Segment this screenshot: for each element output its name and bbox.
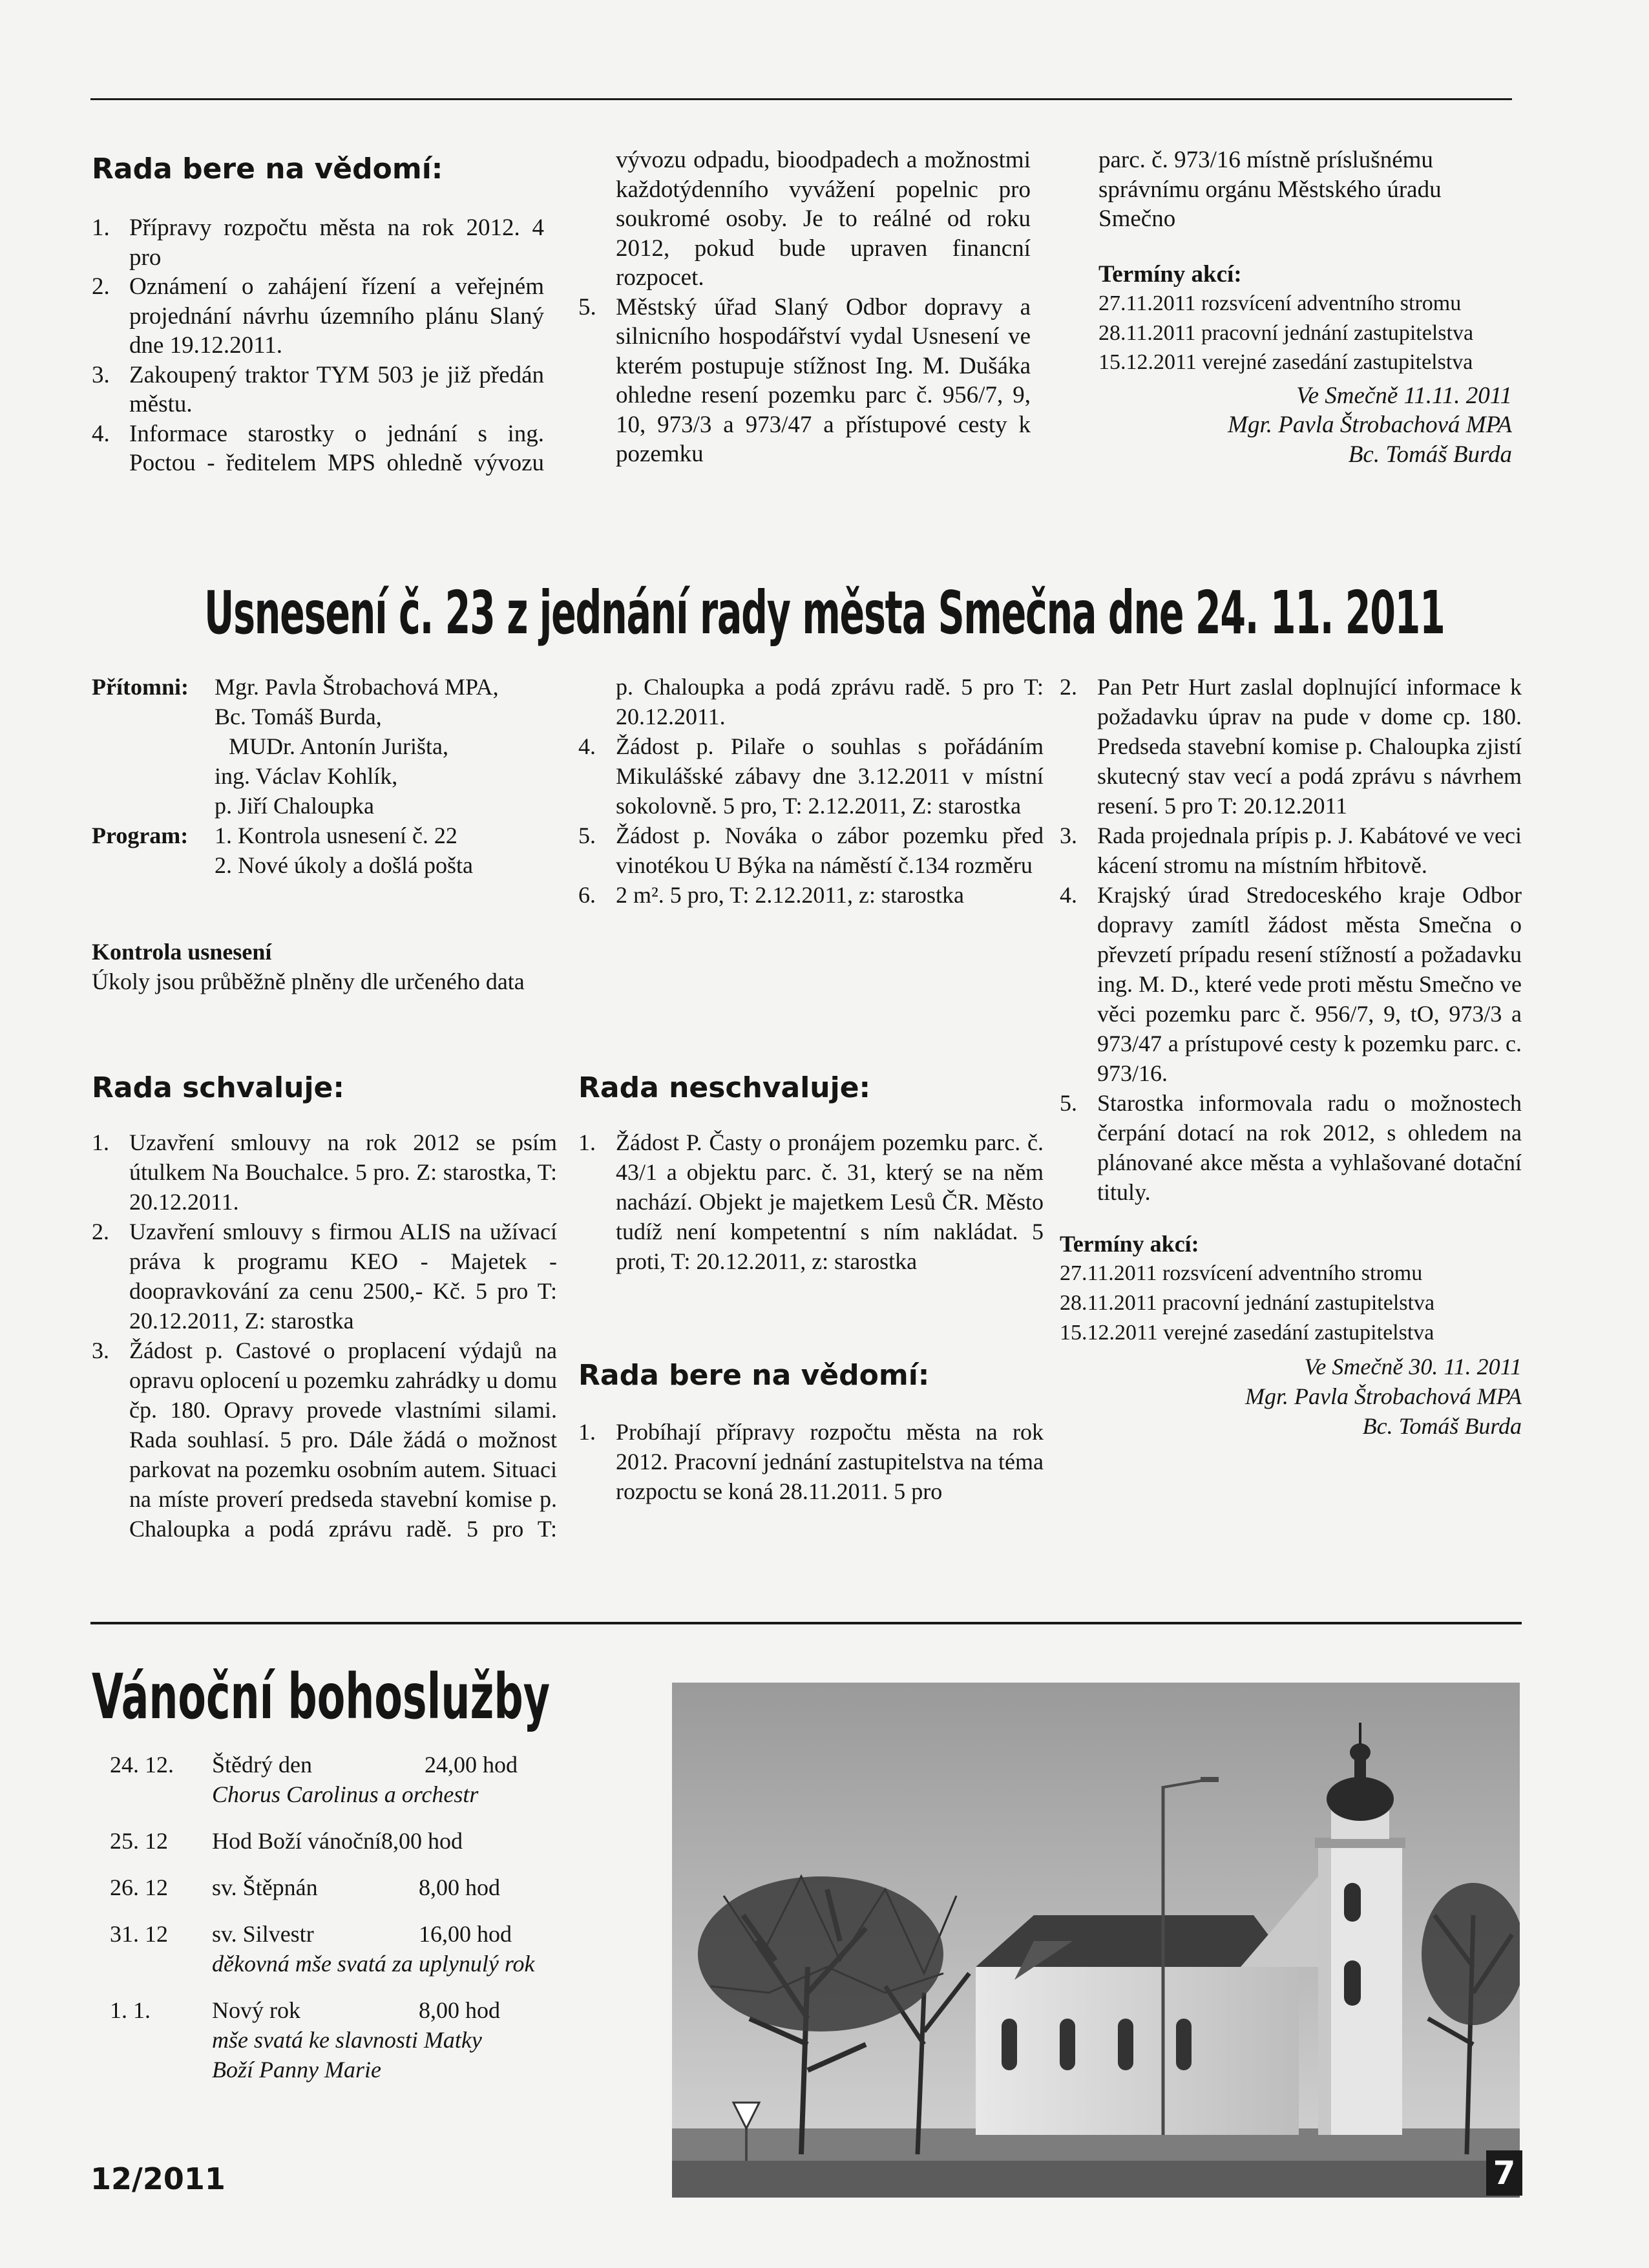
signature-block (1098, 381, 1512, 470)
program-item: 1. Kontrola usnesení č. 22 (215, 823, 457, 848)
rejects-list (578, 1128, 1044, 1276)
list-item: 1. Probíhají přípravy rozpočtu města na rok 2012. Pracovní jednání zastupitelstva na téma rozpoctu se koná 28.11.2011. 5 pro (578, 1419, 1044, 1504)
term-item: 28.11.2011 pracovní jednání zastupitelstva (1098, 320, 1474, 345)
top-col3 (1098, 145, 1512, 469)
notes-col3 (1060, 672, 1522, 1441)
signer: Mgr. Pavla Štrobachová MPA (1245, 1383, 1522, 1409)
list-item: 3. Rada projednala prípis p. J. Kabátové ve veci kácení stromu na místním hřbitově. (1060, 823, 1522, 878)
term-item: 15.12.2011 verejné zasedání zastupitelstva (1060, 1321, 1434, 1345)
list-item: 2. Pan Petr Hurt zaslal doplnující informace k požadavku úprav na pude v dome cp. 180. Predseda stavební komise p. Chaloupka zjistí skutecný stav vecí a podá zprávu s návrhem resení. 5 pro T: 20.12.2011 (1060, 674, 1522, 819)
list-item-continued: p. Chaloupka a podá zprávu radě. 5 pro T: 20.12.2011. (616, 674, 1044, 730)
list-item-continued: parc. č. 973/16 místně príslušnému správnímu orgánu Městského úradu Smečno (1098, 147, 1442, 232)
service-note: Chorus Carolinus a orchestr (212, 1781, 479, 1807)
control-text: Úkoly jsou průběžně plněny dle určeného data (92, 969, 525, 994)
signer: Bc. Tomáš Burda (1362, 1413, 1522, 1439)
list-item: 1. Žádost P. Časty o pronájem pozemku parc. č. 43/1 a objektu parc. č. 31, který se na něm nachází. Objekt je majetkem Lesů ČR. Město tudíž není kompetentní s ním nakládat. 5 proti, T: 20.12.2011, z: starostka (578, 1129, 1044, 1274)
list-item: 3. Žádost p. Castové o proplacení výdajů na opravu oplocení u pozemku zahrádky u domu čp. 180. Opravy provede vlastními silami. Rada souhlasí. 5 pro. Dále žádá o možnost parkovat na pozemku osobním autem. Situaci na míste proverí predseda stavební komise p. Chaloupka a podá zprávu radě. 5 pro T: (92, 1338, 557, 1542)
service-row: 1. 1. Nový rok 8,00 hod (110, 1997, 500, 2023)
service-row: 26. 12 sv. Štěpnán 8,00 hod (110, 1874, 500, 1900)
list-item: 1. Uzavření smlouvy na rok 2012 se psím útulkem Na Bouchalce. 5 pro. Z: starostka, T: 20.12.2011. (92, 1129, 557, 1215)
signature-block (1060, 1352, 1522, 1441)
list-item: 3. Zakoupený traktor TYM 503 je již předán městu. (92, 361, 544, 417)
present-name: Mgr. Pavla Štrobachová MPA, (215, 674, 499, 700)
present-block (92, 672, 557, 880)
services-heading: Vánoční bohoslužby (92, 1661, 550, 1733)
services-list (110, 1750, 601, 2084)
top-col2 (578, 145, 1031, 469)
list-item: 2. Oznámení o zahájení řízení a veřejném projednání návrhu územního plánu Slaný dne 19.12.2011. (92, 273, 544, 359)
list-item: 5. Starostka informovala radu o možnostech čerpání dotací na rok 2012, s ohledem na plánované akce města a vyhlašované dotační tituly. (1060, 1090, 1522, 1205)
service-row: 31. 12 sv. Silvestr 16,00 hod (110, 1921, 512, 1947)
list-item: 4. Krajský úrad Stredoceského kraje Odbor dopravy zamítl žádost města Smečna o převzetí prípadu resení stížností a požadavku ing. M. D., které vede proti městu Smečno ve věci pozemku parc č. 956/7, 9, tO, 973/3 a 973/47 a prístupové cesty k pozemku parc. c. 973/16. (1060, 882, 1522, 1086)
term-item: 28.11.2011 pracovní jednání zastupitelstva (1060, 1291, 1435, 1315)
service-row: 24. 12. Štědrý den 24,00 hod (110, 1752, 518, 1778)
page-title: Usnesení č. 23 z jednání rady města Smečna dne 24. 11. 2011 (204, 578, 1445, 647)
top-rule (90, 98, 1512, 100)
page-number (1486, 2150, 1522, 2196)
list-item-continued: vývozu odpadu, bioodpadech a možnostmi každotýdenního vyvážení popelnic pro soukromé osoby. Je to reálné od roku 2012, pokud bude upraven financní rozpocet. (616, 147, 1031, 291)
present-name: ing. Václav Kohlík, (215, 763, 398, 789)
signer: Mgr. Pavla Štrobachová MPA (1228, 412, 1512, 438)
term-item: 27.11.2011 rozsvícení adventního stromu (1098, 291, 1462, 315)
present-name: Bc. Tomáš Burda, (215, 704, 382, 730)
church-photo (672, 1683, 1520, 2198)
list-item: 6. 2 m². 5 pro, T: 2.12.2011, z: starostka (578, 882, 964, 908)
top-col1 (92, 213, 544, 479)
signer: Bc. Tomáš Burda (1348, 441, 1512, 468)
approves-heading: Rada schvaluje: (92, 1071, 344, 1104)
issue-number: 12/2011 (90, 2161, 226, 2196)
present-label: Přítomni: (92, 674, 189, 700)
terms-heading: Termíny akcí: (1060, 1231, 1199, 1257)
section-divider (90, 1622, 1522, 1624)
place-date: Ve Smečně 11.11. 2011 (1296, 382, 1512, 409)
page-number-label: 7 (1493, 2154, 1516, 2192)
list-item: 5. Městský úřad Slaný Odbor dopravy a silnicního hospodářství vydal Usnesení ve kterém postupuje stížnost Ing. M. Dušáka ohledne resení pozemku parc č. 956/7, 9, 10, 973/3 a 973/47 a přístupové cesty k pozemku (578, 293, 1031, 467)
list-item: 1. Přípravy rozpočtu města na rok 2012. 4 pro (92, 215, 544, 271)
top-heading: Rada bere na vědomí: (92, 152, 443, 185)
notes-col2 (578, 1417, 1044, 1506)
term-item: 27.11.2011 rozsvícení adventního stromu (1060, 1261, 1423, 1285)
present-name: MUDr. Antonín Jurišta, (229, 733, 449, 759)
place-date: Ve Smečně 30. 11. 2011 (1304, 1354, 1522, 1380)
program-label: Program: (92, 823, 189, 848)
notes-heading: Rada bere na vědomí: (578, 1359, 930, 1392)
control-heading: Kontrola usnesení (92, 939, 272, 965)
service-note: mše svatá ke slavnosti Matky Boží Panny Marie (212, 2027, 482, 2083)
list-item: 5. Žádost p. Nováka o zábor pozemku před vinotékou U Býka na náměstí č.134 rozměru (578, 823, 1044, 878)
rejects-heading: Rada neschvaluje: (578, 1071, 871, 1104)
control-block (92, 937, 557, 996)
list-item: 4. Informace starostky o jednání s ing. Poctou - ředitelem MPS ohledně vývozu (92, 420, 544, 476)
list-item: 4. Žádost p. Pilaře o souhlas s pořádáním Mikulášské zábavy dne 3.12.2011 v místní sokolovně. 5 pro, T: 2.12.2011, Z: starostka (578, 733, 1044, 819)
service-row: 25. 12 Hod Boží vánoční 8,00 hod (110, 1828, 463, 1854)
service-note: děkovná mše svatá za uplynulý rok (212, 1951, 535, 1977)
program-item: 2. Nové úkoly a došlá pošta (215, 852, 473, 878)
list-item: 2. Uzavření smlouvy s firmou ALIS na užívací práva k programu KEO - Majetek - doopravkování za cenu 2500,- Kč. 5 pro T: 20.12.2011, Z: starostka (92, 1219, 557, 1334)
approves-col1 (92, 1128, 557, 1544)
approves-col2 (578, 672, 1044, 910)
present-name: p. Jiří Chaloupka (215, 793, 374, 819)
term-item: 15.12.2011 verejné zasedání zastupitelstva (1098, 350, 1473, 374)
terms-heading: Termíny akcí: (1098, 260, 1242, 288)
